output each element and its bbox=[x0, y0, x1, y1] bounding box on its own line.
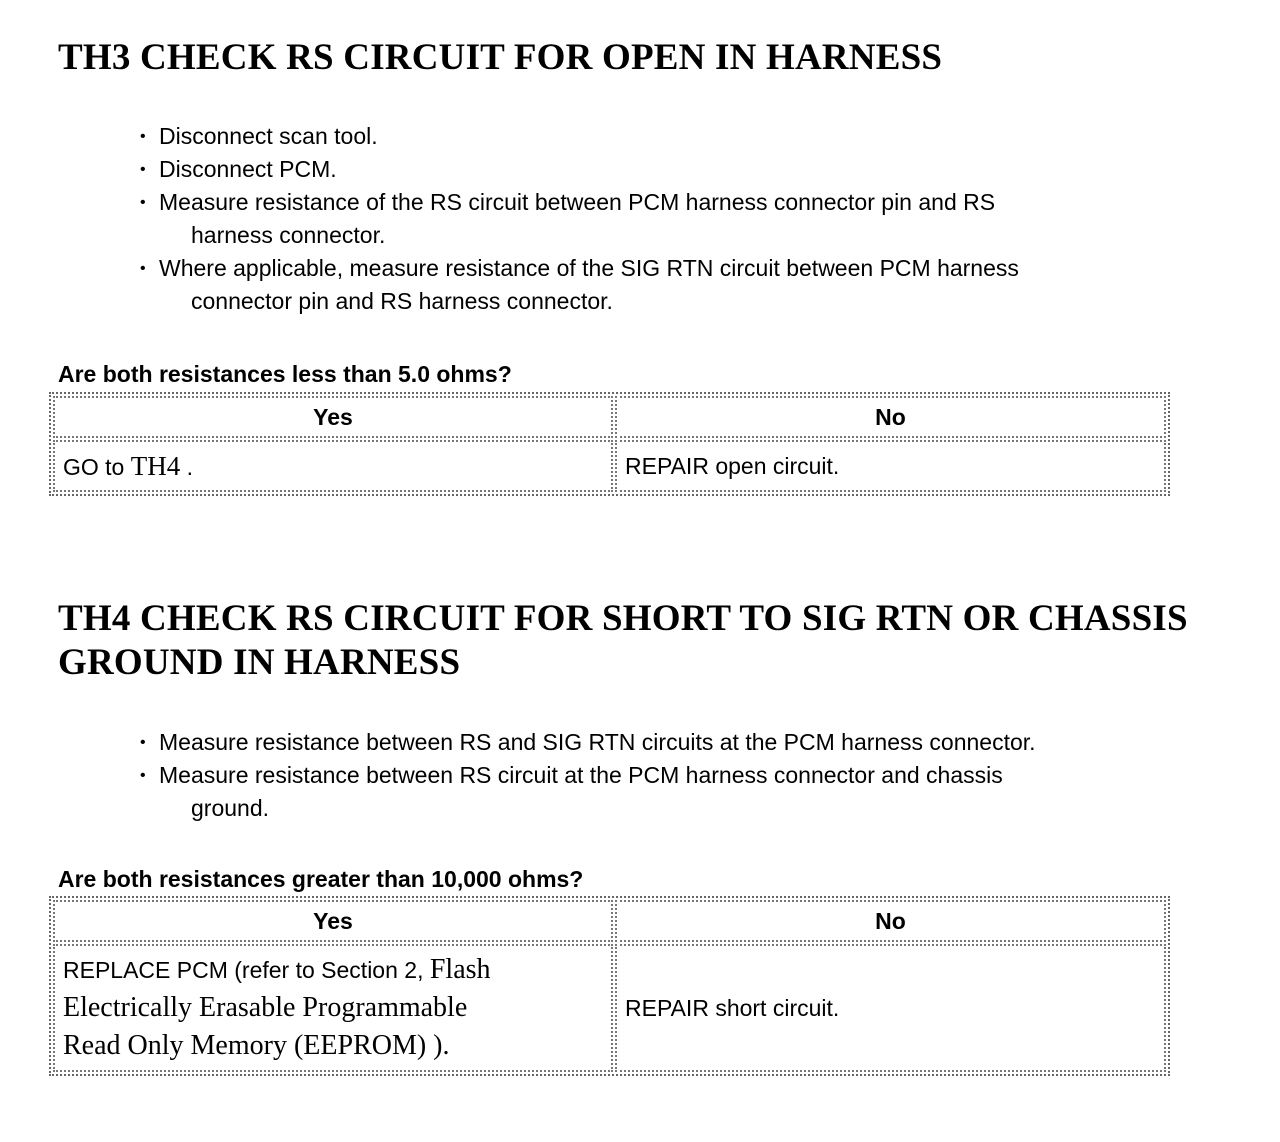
yes-action-line1-prefix: REPLACE PCM (refer to Section 2, bbox=[63, 957, 430, 983]
step-item bbox=[140, 252, 1019, 318]
yes-action-prefix: GO to bbox=[63, 453, 131, 480]
yes-action-line3[interactable]: Read Only Memory (EEPROM) ). bbox=[63, 1030, 450, 1061]
answer-table bbox=[49, 896, 1170, 1076]
step-text-continued: harness connector. bbox=[191, 222, 386, 248]
bullet-icon: • bbox=[140, 260, 146, 277]
th4-link[interactable]: TH4 bbox=[130, 450, 181, 481]
step-text: Disconnect PCM. bbox=[159, 156, 337, 182]
no-action-cell: REPAIR short circuit. bbox=[615, 944, 1166, 1072]
step-text: Measure resistance between RS circuit at the PCM harness connector and chassis bbox=[159, 762, 1003, 788]
yes-action-cell bbox=[53, 944, 613, 1072]
table-header-row bbox=[53, 900, 1166, 942]
no-action-cell: REPAIR open circuit. bbox=[615, 440, 1166, 492]
step-text: Measure resistance between RS and SIG RTN circuits at the PCM harness connector. bbox=[159, 729, 1036, 755]
step-text: Where applicable, measure resistance of the SIG RTN circuit between PCM harness bbox=[159, 255, 1019, 281]
bullet-icon: • bbox=[140, 128, 146, 145]
bullet-icon: • bbox=[140, 734, 146, 751]
step-item bbox=[140, 759, 1036, 825]
test-question: Are both resistances greater than 10,000 ohms? bbox=[58, 866, 584, 892]
section-heading: TH3 CHECK RS CIRCUIT FOR OPEN IN HARNESS bbox=[58, 37, 943, 78]
yes-action-suffix: . bbox=[180, 453, 194, 480]
step-text: Disconnect scan tool. bbox=[159, 123, 378, 149]
table-row bbox=[53, 944, 1166, 1072]
section-heading-line2: GROUND IN HARNESS bbox=[58, 642, 461, 683]
step-text-continued: ground. bbox=[191, 795, 270, 821]
yes-action-line1 bbox=[63, 954, 491, 985]
step-item bbox=[140, 186, 1019, 252]
bullet-icon: • bbox=[140, 161, 146, 178]
bullet-icon: • bbox=[140, 194, 146, 211]
yes-action-line2[interactable]: Electrically Erasable Programmable bbox=[63, 992, 468, 1023]
step-list bbox=[140, 120, 1019, 318]
answer-table bbox=[49, 392, 1170, 496]
step-item bbox=[140, 120, 1019, 153]
no-header: No bbox=[615, 396, 1166, 438]
no-header: No bbox=[615, 900, 1166, 942]
section-link[interactable]: Flash bbox=[429, 954, 491, 985]
yes-header: Yes bbox=[53, 900, 613, 942]
test-question: Are both resistances less than 5.0 ohms? bbox=[58, 361, 512, 387]
section-heading-line1: TH4 CHECK RS CIRCUIT FOR SHORT TO SIG RTN OR CHASSIS bbox=[58, 598, 1188, 639]
step-item bbox=[140, 726, 1036, 759]
yes-header: Yes bbox=[53, 396, 613, 438]
yes-action-cell bbox=[53, 440, 613, 492]
step-text: Measure resistance of the RS circuit between PCM harness connector pin and RS bbox=[159, 189, 996, 215]
step-list bbox=[140, 726, 1036, 825]
step-item bbox=[140, 153, 1019, 186]
table-row bbox=[53, 440, 1166, 492]
table-header-row bbox=[53, 396, 1166, 438]
step-text-continued: connector pin and RS harness connector. bbox=[191, 288, 613, 314]
bullet-icon: • bbox=[140, 767, 146, 784]
